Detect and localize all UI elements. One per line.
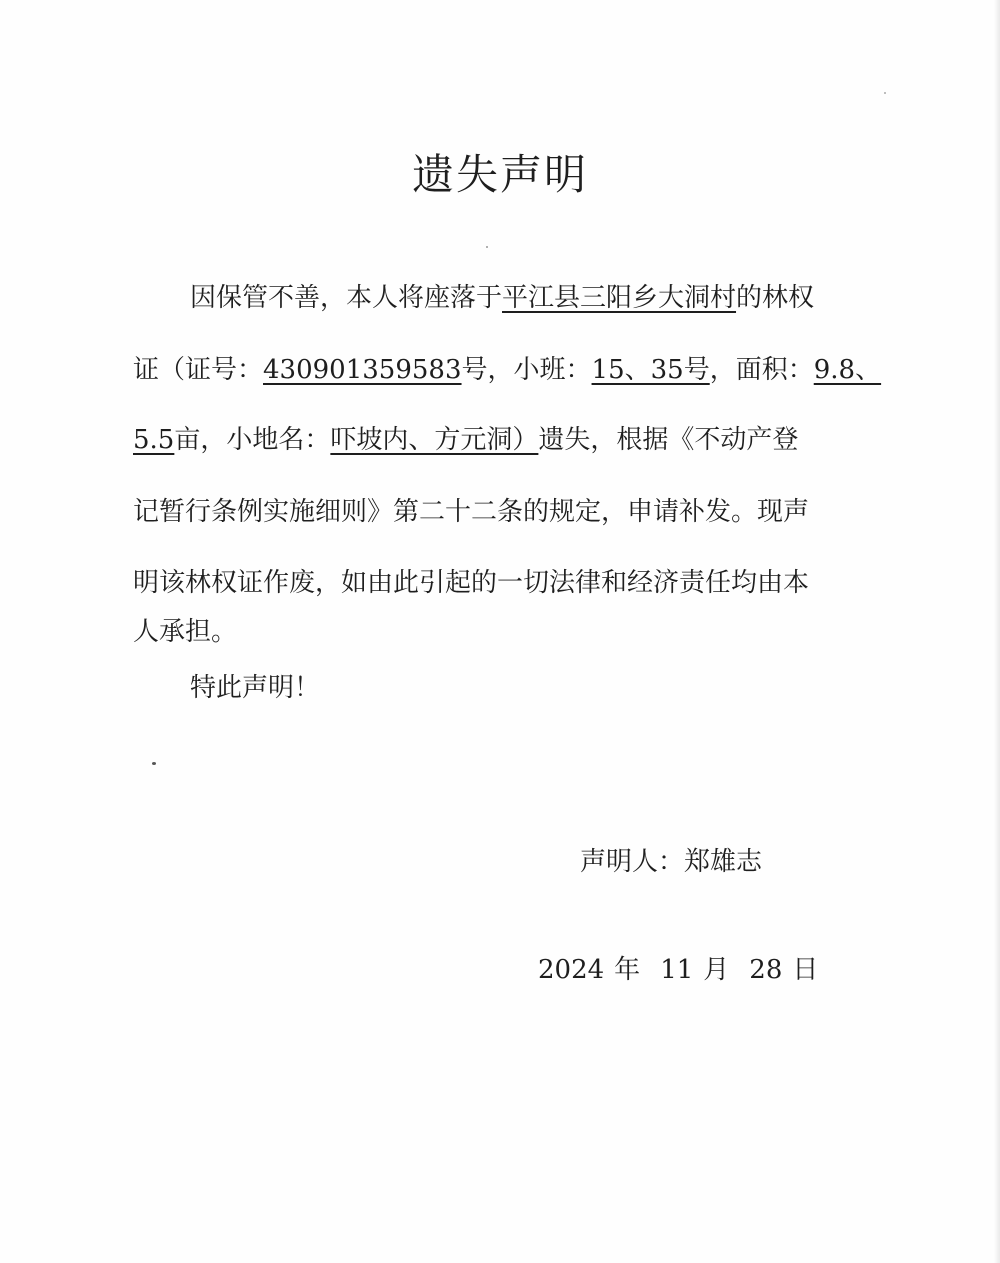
date-year-label: 年	[614, 955, 641, 985]
underlined-certificate-number: 430901359583	[263, 355, 462, 385]
underlined-location: 平江县三阳乡大洞村	[502, 283, 737, 313]
underlined-place-name: 吓坡内、方元洞）	[330, 425, 539, 455]
line-text: 因保管不善，本人将座落于	[190, 283, 503, 313]
paragraph-line-2	[133, 350, 882, 390]
paragraph-line-6: 人承担。	[133, 617, 238, 647]
underlined-area-part2: 5.5	[133, 425, 175, 455]
paragraph-line-5: 明该林权证作废，如由此引起的一切法律和经济责任均由本	[133, 568, 810, 598]
date-month: 11	[660, 955, 694, 985]
closing-statement: 特此声明！	[190, 673, 321, 703]
line-text: 证（证号：	[133, 355, 264, 385]
date-year: 2024	[538, 955, 605, 985]
scan-speck	[884, 92, 886, 94]
signer-line: 声明人：郑雄志	[580, 847, 763, 877]
date-line	[538, 950, 818, 990]
paragraph-line-3	[133, 420, 863, 460]
line-text: ，面积：	[709, 355, 814, 385]
line-text: 遗失，根据《不动产登	[538, 425, 799, 455]
date-day-label: 日	[792, 955, 819, 985]
paragraph-line-1	[190, 278, 870, 318]
document-title: 遗失声明	[411, 150, 588, 199]
scan-speck	[486, 246, 488, 248]
paragraph-line-4: 记暂行条例实施细则》第二十二条的规定，申请补发。现声	[133, 497, 810, 527]
line-text: 的林权	[736, 283, 815, 313]
line-text: 号，小班：	[461, 355, 592, 385]
underlined-subcompartment: 15、35号	[591, 355, 710, 385]
underlined-area-part1: 9.8、	[813, 355, 882, 385]
date-day: 28	[749, 955, 783, 985]
scan-speck	[152, 762, 156, 765]
line-text: 亩，小地名：	[174, 425, 331, 455]
date-month-label: 月	[703, 955, 730, 985]
